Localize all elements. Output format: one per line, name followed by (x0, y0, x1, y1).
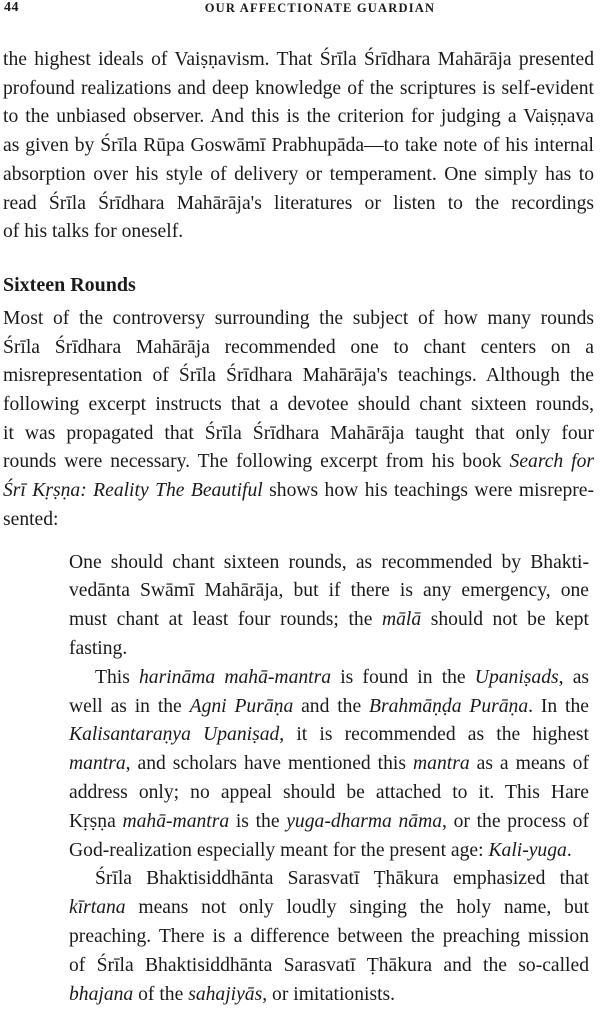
text-line: absorption over his style of delivery or temperament. One simply has to (3, 161, 594, 190)
book-title: Search for (510, 451, 594, 472)
text-line: rounds were necessary. The following excerpt from his book Search for (3, 448, 594, 477)
text-line: Śrīla Śrīdhara Mahārāja recommended one to chant centers on a (3, 334, 594, 363)
text-line: mantra, and scholars have mentioned this mantra as a means of (69, 750, 589, 779)
text-line: of Śrīla Bhaktisiddhānta Sarasvatī Ṭhākura and the so-called (69, 952, 589, 981)
block-quote (69, 549, 589, 1009)
text-line: Śrī Kṛṣṇa: Reality The Beautiful shows how his teachings were misrepre- (3, 477, 594, 506)
text-line: preaching. There is a difference between the preaching mission (69, 923, 589, 952)
running-head (0, 0, 600, 22)
text-line: read Śrīla Śrīdhara Mahārāja's literatures or listen to the recordings (3, 190, 594, 219)
text-line: bhajana of the sahajiyās, or imitationists. (69, 981, 589, 1009)
quote-paragraph (69, 865, 589, 1009)
text-line: kīrtana means not only loudly singing the holy name, but (69, 894, 589, 923)
text-line: One should chant sixteen rounds, as recommended by Bhakti- (69, 549, 589, 578)
text-line: it was propagated that Śrīla Śrīdhara Mahārāja taught that only four (3, 420, 594, 449)
text-line: well as in the Agni Purāṇa and the Brahmāṇḍa Purāṇa. In the (69, 693, 589, 722)
text-line: as given by Śrīla Rūpa Goswāmī Prabhupāda—to take note of his internal (3, 132, 594, 161)
quote-paragraph (69, 664, 589, 866)
paragraph-sixteen-rounds (3, 305, 594, 535)
book-title: Śrī Kṛṣṇa: Reality The Beautiful (3, 480, 263, 501)
text-line: profound realizations and deep knowledge of the scriptures is self-evident (3, 75, 594, 104)
text-line: of his talks for oneself. (3, 218, 594, 247)
paragraph-intro (3, 46, 594, 247)
text-line: misrepresentation of Śrīla Śrīdhara Mahārāja's teachings. Although the (3, 362, 594, 391)
text-line: God-realization especially meant for the present age: Kali-yuga. (69, 837, 589, 866)
running-title: OUR AFFECTIONATE GUARDIAN (0, 1, 600, 16)
text-line: Kalisantaraṇya Upaniṣad, it is recommended as the highest (69, 721, 589, 750)
section-heading: Sixteen Rounds (3, 271, 594, 299)
page-number: 44 (4, 0, 19, 16)
text-line: Śrīla Bhaktisiddhānta Sarasvatī Ṭhākura emphasized that (69, 865, 589, 894)
text-line: address only; no appeal should be attached to it. This Hare (69, 779, 589, 808)
text-line: following excerpt instructs that a devotee should chant sixteen rounds, (3, 391, 594, 420)
text-line: This harināma mahā-mantra is found in the Upaniṣads, as (69, 664, 589, 693)
text-line: to the unbiased observer. And this is the criterion for judging a Vaiṣṇava (3, 103, 594, 132)
text-line: fasting. (69, 635, 589, 664)
text-line: must chant at least four rounds; the mālā should not be kept (69, 606, 589, 635)
text-line: vedānta Swāmī Mahārāja, but if there is any emergency, one (69, 577, 589, 606)
text-line: Most of the controversy surrounding the subject of how many rounds (3, 305, 594, 334)
text-line: sented: (3, 506, 594, 535)
body-text (3, 46, 594, 1009)
text-line: Kṛṣṇa mahā-mantra is the yuga-dharma nāma, or the process of (69, 808, 589, 837)
quote-paragraph (69, 549, 589, 664)
text-line: the highest ideals of Vaiṣṇavism. That Śrīla Śrīdhara Mahārāja presented (3, 46, 594, 75)
